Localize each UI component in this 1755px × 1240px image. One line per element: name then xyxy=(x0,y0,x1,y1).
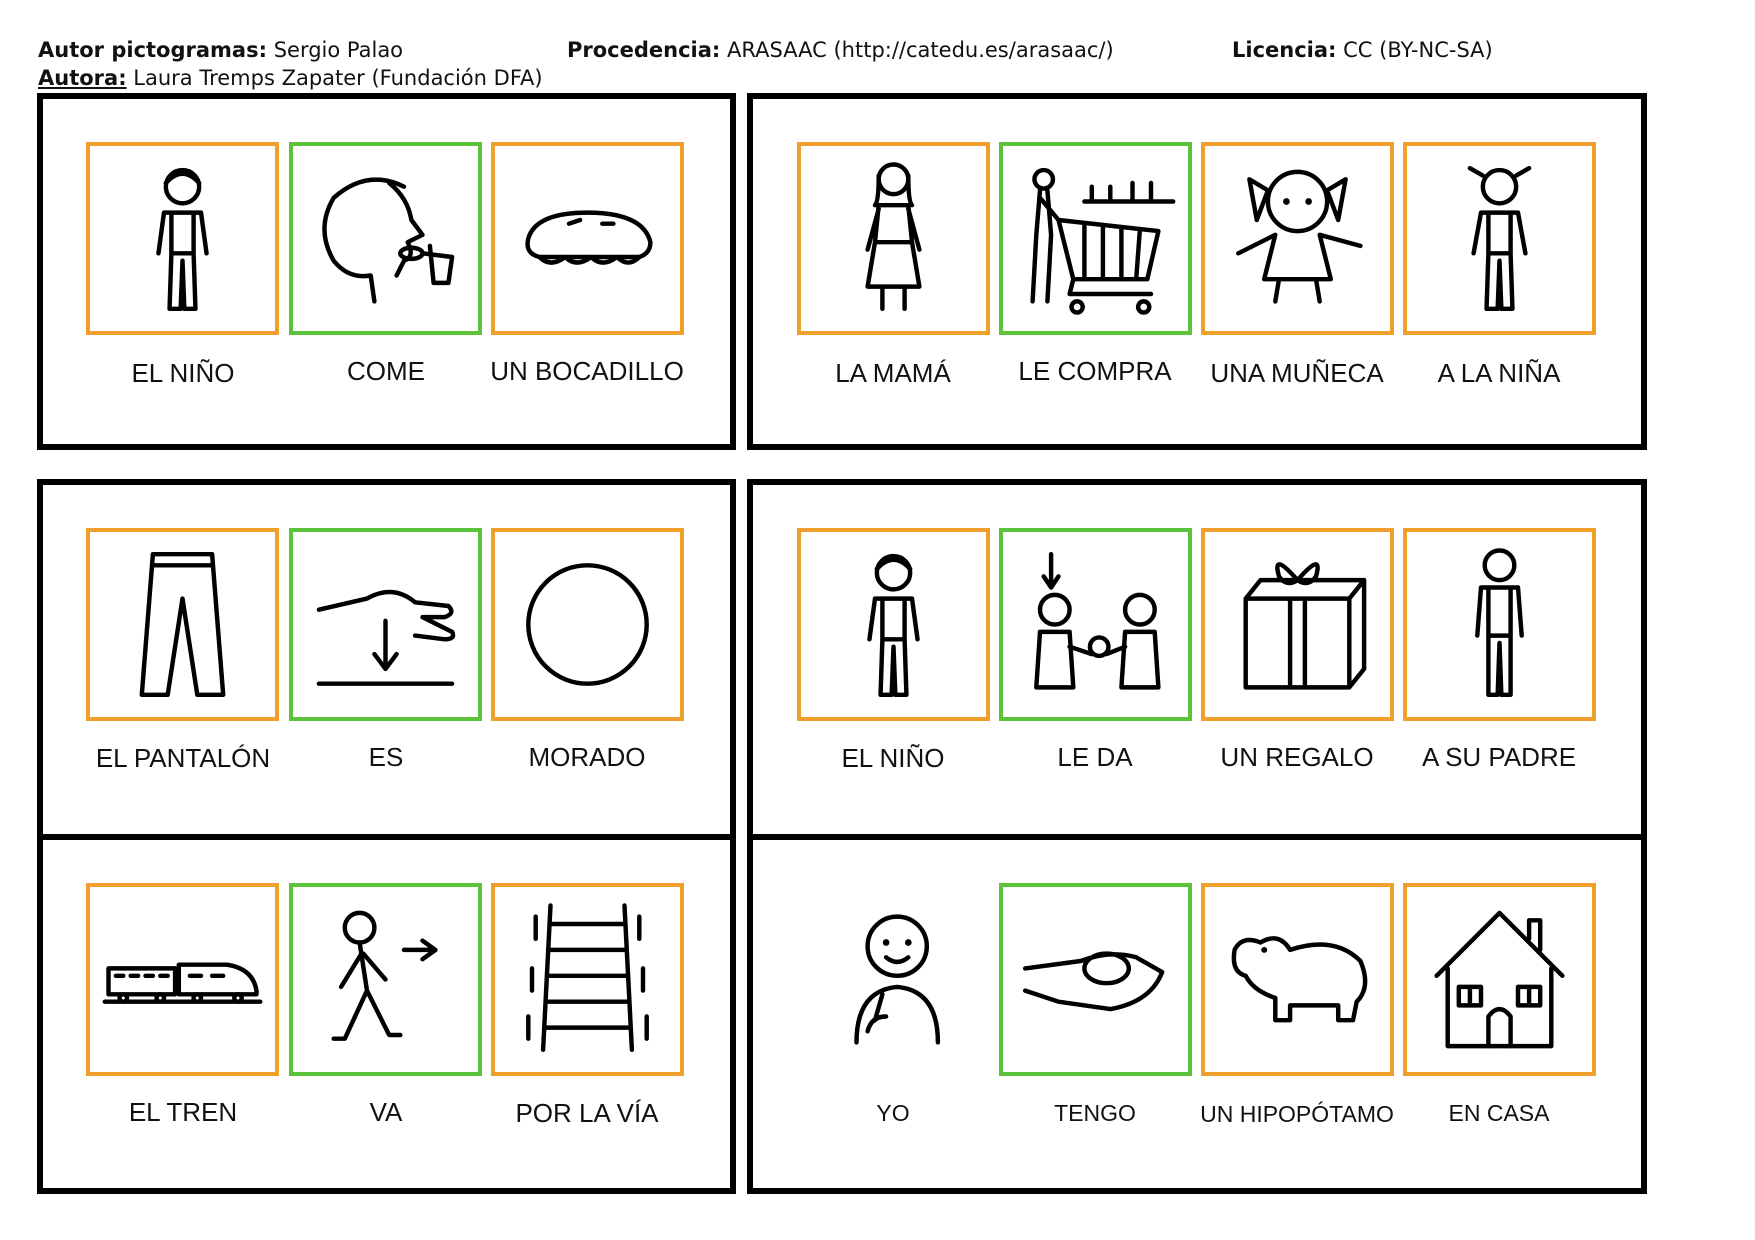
word-label: LA MAMÁ xyxy=(835,358,951,388)
word-label: ES xyxy=(368,742,404,772)
father-icon xyxy=(1407,532,1592,717)
word-label: LE DA xyxy=(1057,742,1133,772)
boy-icon xyxy=(90,146,275,331)
is-hand-icon xyxy=(293,532,478,717)
source-value: ARASAAC (http://catedu.es/arasaac/) xyxy=(727,38,1114,62)
word-label: MORADO xyxy=(528,742,646,772)
word-label: EN CASA xyxy=(1448,1100,1550,1126)
circle-icon xyxy=(495,532,680,717)
pictogram-card-object[interactable] xyxy=(1403,142,1596,335)
word-label: EL PANTALÓN xyxy=(95,743,271,773)
pictogram-card-verb[interactable] xyxy=(999,528,1192,721)
word-label: UN HIPOPÓTAMO xyxy=(1200,1101,1394,1127)
word-label: UN BOCADILLO xyxy=(490,356,684,386)
pictogram-card-object[interactable] xyxy=(1201,883,1394,1076)
giving-icon xyxy=(1003,532,1188,717)
pictogram-card-object[interactable] xyxy=(1403,883,1596,1076)
word-label: TENGO xyxy=(1054,1100,1136,1126)
source-label: Procedencia: xyxy=(567,38,721,62)
word-label: YO xyxy=(876,1100,910,1126)
pictogram-card-subject[interactable] xyxy=(797,142,990,335)
source-credit xyxy=(567,38,1114,62)
word-label: EL NIÑO xyxy=(841,743,945,773)
pictogram-card-object[interactable] xyxy=(491,142,684,335)
pictogram-card-subject[interactable] xyxy=(86,883,279,1076)
pictogram-card-object[interactable] xyxy=(491,883,684,1076)
pictogram-card-subject[interactable] xyxy=(797,528,990,721)
pictogram-card-subject[interactable] xyxy=(86,528,279,721)
walking-icon xyxy=(293,887,478,1072)
trousers-icon xyxy=(90,532,275,717)
license-label: Licencia: xyxy=(1232,38,1337,62)
author-label: Autor pictogramas: xyxy=(38,38,267,62)
word-label: UN REGALO xyxy=(1220,742,1374,772)
word-label: EL TREN xyxy=(128,1097,238,1127)
pictogram-card-verb[interactable] xyxy=(289,142,482,335)
pictogram-card-verb[interactable] xyxy=(999,883,1192,1076)
author-credit xyxy=(38,38,403,62)
word-label: POR LA VÍA xyxy=(515,1098,659,1128)
pictogram-card-verb[interactable] xyxy=(289,528,482,721)
train-icon xyxy=(90,887,275,1072)
doll-icon xyxy=(1205,146,1390,331)
pictogram-card-subject[interactable] xyxy=(86,142,279,335)
pictogram-card-verb[interactable] xyxy=(289,883,482,1076)
gift-icon xyxy=(1205,532,1390,717)
pictogram-card-subject[interactable] xyxy=(797,883,990,1076)
house-icon xyxy=(1407,887,1592,1072)
pictogram-card-verb[interactable] xyxy=(999,142,1192,335)
word-label: EL NIÑO xyxy=(131,358,235,388)
word-label: A SU PADRE xyxy=(1421,742,1577,772)
word-label: LE COMPRA xyxy=(1018,356,1172,386)
eating-icon xyxy=(293,146,478,331)
license-credit xyxy=(1232,38,1493,62)
pictogram-card-object[interactable] xyxy=(491,528,684,721)
pictogram-card-object[interactable] xyxy=(1403,528,1596,721)
boy-icon xyxy=(801,532,986,717)
word-label: VA xyxy=(369,1097,403,1127)
creator-value: Laura Tremps Zapater (Fundación DFA) xyxy=(133,66,543,90)
author-value: Sergio Palao xyxy=(273,38,404,62)
word-label: A LA NIÑA xyxy=(1437,358,1561,388)
shopping-cart-icon xyxy=(1003,146,1188,331)
creator-label: Autora: xyxy=(38,66,127,90)
railway-track-icon xyxy=(495,887,680,1072)
hippo-icon xyxy=(1205,887,1390,1072)
word-label: COME xyxy=(347,356,425,386)
mother-icon xyxy=(801,146,986,331)
pictogram-card-object[interactable] xyxy=(1201,528,1394,721)
creator-credit xyxy=(38,66,543,90)
word-label: UNA MUÑECA xyxy=(1210,358,1384,388)
girl-icon xyxy=(1407,146,1592,331)
pictogram-card-object[interactable] xyxy=(1201,142,1394,335)
sandwich-icon xyxy=(495,146,680,331)
have-hand-icon xyxy=(1003,887,1188,1072)
me-icon xyxy=(801,887,986,1072)
license-value: CC (BY-NC-SA) xyxy=(1343,38,1493,62)
